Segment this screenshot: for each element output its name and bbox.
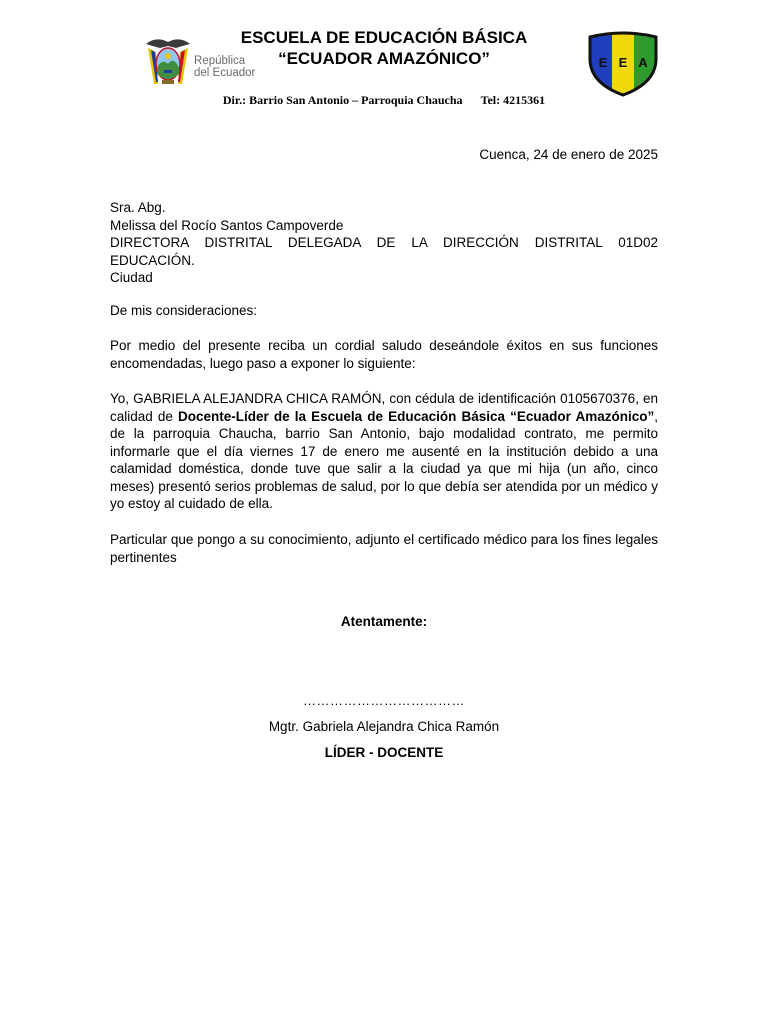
school-shield-logo: [586, 31, 660, 97]
recipient-city: Ciudad: [110, 270, 153, 285]
paragraph-closing: Particular que pongo a su conocimiento, adjunto el certificado médico para los fines legales pertinentes: [110, 532, 658, 565]
school-address: [0, 93, 768, 108]
shield-letter-3: A: [638, 55, 648, 70]
school-title-line1: ESCUELA DE EDUCACIÓN BÁSICA: [240, 28, 528, 47]
paragraph-main-bold: Docente-Líder de la Escuela de Educación Básica “Ecuador Amazónico”: [178, 408, 655, 424]
paragraph-intro: Por medio del presente reciba un cordial saludo deseándole éxitos en sus funciones encomendadas, luego paso a exponer lo siguiente:: [110, 338, 658, 371]
signature-line: ………………………………: [303, 693, 465, 708]
paragraph-main: [110, 390, 658, 513]
greeting: De mis consideraciones:: [110, 303, 258, 318]
closing-salutation: Atentamente:: [340, 614, 428, 629]
phone-text: Tel: 4215361: [480, 93, 546, 107]
school-title-line2: “ECUADOR AMAZÓNICO”: [278, 49, 490, 68]
recipient-position: DIRECTORA DISTRITAL DELEGADA DE LA DIRECCIÓN DISTRITAL 01D02 EDUCACIÓN.: [110, 235, 658, 268]
school-shield-icon: [586, 31, 660, 97]
signer-role: LÍDER - DOCENTE: [324, 745, 444, 760]
address-text: Dir.: Barrio San Antonio – Parroquia Chaucha: [222, 93, 463, 107]
signer-name: Mgtr. Gabriela Alejandra Chica Ramón: [268, 719, 500, 734]
shield-letter-1: E: [598, 55, 608, 70]
logo-text-line2: del Ecuador: [194, 67, 256, 79]
letter-date: Cuenca, 24 de enero de 2025: [479, 147, 658, 162]
recipient-name: Melissa del Rocío Santos Campoverde: [110, 217, 344, 233]
logo-text-line1: República: [194, 55, 246, 67]
paragraph-main-part1: Yo, GABRIELA ALEJANDRA CHICA RAMÓN, con cédula de identificación 0105670376, en calidad de: [110, 391, 658, 424]
recipient-title: Sra. Abg.: [110, 200, 166, 215]
recipient-block: [110, 199, 658, 287]
shield-letter-2: E: [618, 55, 628, 70]
paragraph-main-part2: , de la parroquia Chaucha, barrio San Antonio, bajo modalidad contrato, me permito informarle que el día viernes 17 de enero me ausenté en la institución debido a una calamidad doméstica, donde tuve que salir a la ciudad ya que mi hija (un año, cinco meses) presentó serios problemas de salud, por lo que debía ser atendida por un médico y yo estoy al cuidado de ella.: [110, 408, 658, 511]
